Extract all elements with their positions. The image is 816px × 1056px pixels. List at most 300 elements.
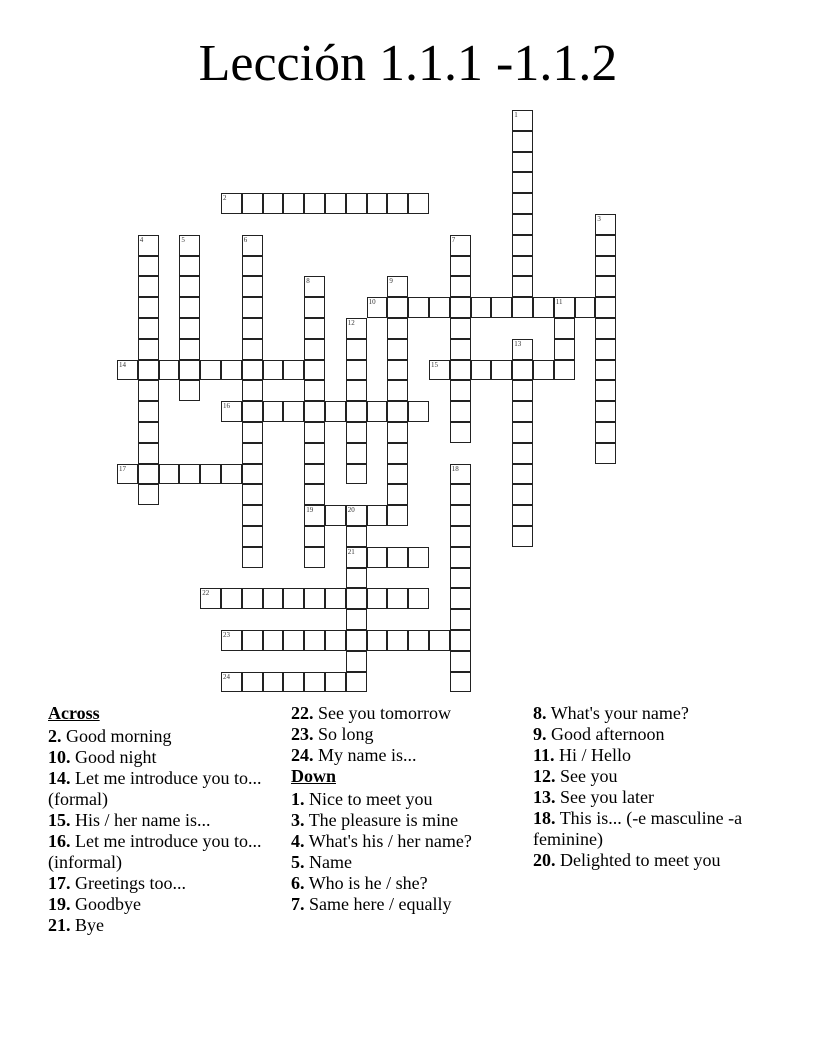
- grid-cell[interactable]: [346, 464, 367, 485]
- clue-across-2: [48, 726, 273, 747]
- grid-cell[interactable]: [450, 318, 471, 339]
- clue-text: Bye: [75, 915, 104, 935]
- grid-cell[interactable]: [242, 505, 263, 526]
- grid-cell[interactable]: [179, 464, 200, 485]
- grid-cell[interactable]: [450, 422, 471, 443]
- clue-across-14: [48, 768, 273, 810]
- clue-across-17: [48, 873, 273, 894]
- grid-cell[interactable]: [221, 464, 242, 485]
- grid-cell[interactable]: [512, 484, 533, 505]
- grid-cell[interactable]: [304, 193, 325, 214]
- grid-cell[interactable]: [346, 318, 367, 339]
- grid-cell[interactable]: [200, 588, 221, 609]
- grid-cell[interactable]: [138, 443, 159, 464]
- clue-text: Nice to meet you: [309, 789, 433, 809]
- grid-cell[interactable]: [387, 297, 408, 318]
- grid-cell[interactable]: [179, 380, 200, 401]
- grid-cell[interactable]: [325, 630, 346, 651]
- cell-number: 10: [368, 298, 376, 307]
- grid-cell[interactable]: [387, 193, 408, 214]
- grid-cell[interactable]: [575, 297, 596, 318]
- grid-cell[interactable]: [450, 588, 471, 609]
- grid-cell[interactable]: [450, 568, 471, 589]
- clue-number: 10.: [48, 747, 71, 767]
- grid-cell[interactable]: [512, 526, 533, 547]
- grid-cell[interactable]: [242, 235, 263, 256]
- grid-cell[interactable]: [346, 422, 367, 443]
- grid-cell[interactable]: [325, 193, 346, 214]
- grid-cell[interactable]: [595, 256, 616, 277]
- grid-cell[interactable]: [283, 360, 304, 381]
- grid-cell[interactable]: [512, 422, 533, 443]
- grid-cell[interactable]: [512, 464, 533, 485]
- clue-down-20: [533, 850, 758, 871]
- clue-text: So long: [318, 724, 374, 744]
- clue-across-16: [48, 831, 273, 873]
- clue-text: His / her name is...: [75, 810, 211, 830]
- grid-cell[interactable]: [554, 339, 575, 360]
- grid-cell[interactable]: [263, 630, 284, 651]
- grid-cell[interactable]: [304, 505, 325, 526]
- grid-cell[interactable]: [304, 547, 325, 568]
- clues-column-3: [533, 703, 758, 871]
- grid-cell[interactable]: [221, 360, 242, 381]
- grid-cell[interactable]: [242, 672, 263, 693]
- clue-across-15: [48, 810, 273, 831]
- clue-text: See you: [560, 766, 618, 786]
- grid-cell[interactable]: [595, 339, 616, 360]
- grid-cell[interactable]: [595, 380, 616, 401]
- cell-number: 23: [223, 631, 230, 639]
- grid-cell[interactable]: [450, 380, 471, 401]
- grid-cell[interactable]: [179, 339, 200, 360]
- clue-text: Good afternoon: [551, 724, 665, 744]
- grid-cell[interactable]: [138, 464, 159, 485]
- grid-cell[interactable]: [450, 235, 471, 256]
- grid-cell[interactable]: [471, 297, 492, 318]
- grid-cell[interactable]: [159, 464, 180, 485]
- grid-cell[interactable]: [367, 193, 388, 214]
- clue-down-4: [291, 831, 516, 852]
- clue-down-11: [533, 745, 758, 766]
- clue-across-10: [48, 747, 273, 768]
- cell-number: 20: [347, 506, 355, 515]
- grid-cell[interactable]: [138, 256, 159, 277]
- grid-cell[interactable]: [283, 630, 304, 651]
- grid-cell[interactable]: [595, 401, 616, 422]
- grid-cell[interactable]: [408, 401, 429, 422]
- grid-cell[interactable]: [263, 401, 284, 422]
- grid-cell[interactable]: [138, 318, 159, 339]
- grid-cell[interactable]: [367, 401, 388, 422]
- grid-cell[interactable]: [387, 401, 408, 422]
- grid-cell[interactable]: [117, 464, 138, 485]
- grid-cell[interactable]: [179, 276, 200, 297]
- grid-cell[interactable]: [242, 526, 263, 547]
- grid-cell[interactable]: [512, 276, 533, 297]
- grid-cell[interactable]: [242, 547, 263, 568]
- grid-cell[interactable]: [242, 588, 263, 609]
- cell-number: 15: [431, 360, 438, 369]
- grid-cell[interactable]: [512, 339, 533, 360]
- grid-cell[interactable]: [138, 297, 159, 318]
- grid-cell[interactable]: [387, 360, 408, 381]
- grid-cell[interactable]: [512, 235, 533, 256]
- clue-across-24: [291, 745, 516, 766]
- clue-down-5: [291, 852, 516, 873]
- grid-cell[interactable]: [221, 672, 242, 693]
- clue-number: 12.: [533, 766, 556, 786]
- grid-cell[interactable]: [408, 588, 429, 609]
- clue-number: 24.: [291, 745, 314, 765]
- clue-number: 20.: [533, 850, 556, 870]
- clue-text: Goodbye: [75, 894, 141, 914]
- cell-number: 18: [451, 464, 459, 473]
- grid-cell[interactable]: [304, 401, 325, 422]
- grid-cell[interactable]: [304, 443, 325, 464]
- grid-cell[interactable]: [263, 193, 284, 214]
- grid-cell[interactable]: [283, 401, 304, 422]
- clue-text: What's his / her name?: [308, 831, 472, 851]
- grid-cell[interactable]: [179, 235, 200, 256]
- cell-number: 1: [514, 111, 518, 119]
- grid-cell[interactable]: [283, 672, 304, 693]
- clue-across-21: [48, 915, 273, 936]
- grid-cell[interactable]: [221, 193, 242, 214]
- grid-cell[interactable]: [346, 401, 367, 422]
- grid-cell[interactable]: [387, 339, 408, 360]
- grid-cell[interactable]: [346, 526, 367, 547]
- clue-text: Let me introduce you to... (formal): [48, 768, 262, 809]
- grid-cell[interactable]: [450, 297, 471, 318]
- down-header: Down: [291, 766, 337, 786]
- grid-cell[interactable]: [242, 256, 263, 277]
- clue-text: Hi / Hello: [559, 745, 632, 765]
- grid-cell[interactable]: [512, 152, 533, 173]
- grid-cell[interactable]: [346, 568, 367, 589]
- clue-number: 21.: [48, 915, 71, 935]
- cell-number: 5: [181, 235, 185, 244]
- grid-cell[interactable]: [595, 443, 616, 464]
- grid-cell[interactable]: [242, 297, 263, 318]
- grid-cell[interactable]: [138, 235, 159, 256]
- clue-number: 18.: [533, 808, 556, 828]
- grid-cell[interactable]: [429, 297, 450, 318]
- clue-number: 13.: [533, 787, 556, 807]
- across-header: Across: [48, 703, 100, 723]
- grid-cell[interactable]: [450, 484, 471, 505]
- clue-number: 6.: [291, 873, 305, 893]
- clue-text: Greetings too...: [75, 873, 186, 893]
- grid-cell[interactable]: [346, 505, 367, 526]
- grid-cell[interactable]: [304, 360, 325, 381]
- clue-text: What's your name?: [550, 703, 689, 723]
- clue-text: Good morning: [66, 726, 172, 746]
- cell-number: 17: [119, 464, 126, 473]
- grid-cell[interactable]: [263, 672, 284, 693]
- clue-text: Name: [309, 852, 352, 872]
- grid-cell[interactable]: [554, 318, 575, 339]
- clue-text: This is... (-e masculine -a feminine): [533, 808, 743, 849]
- grid-cell[interactable]: [242, 318, 263, 339]
- grid-cell[interactable]: [138, 360, 159, 381]
- clue-down-3: [291, 810, 516, 831]
- grid-cell[interactable]: [367, 588, 388, 609]
- clue-across-19: [48, 894, 273, 915]
- grid-cell[interactable]: [304, 464, 325, 485]
- grid-cell[interactable]: [387, 484, 408, 505]
- grid-cell[interactable]: [595, 214, 616, 235]
- grid-cell[interactable]: [304, 339, 325, 360]
- grid-cell[interactable]: [346, 380, 367, 401]
- clue-number: 2.: [48, 726, 62, 746]
- grid-cell[interactable]: [304, 630, 325, 651]
- grid-cell[interactable]: [242, 380, 263, 401]
- grid-cell[interactable]: [179, 318, 200, 339]
- cell-number: 9: [389, 277, 393, 286]
- grid-cell[interactable]: [242, 422, 263, 443]
- clue-text: My name is...: [318, 745, 417, 765]
- cell-number: 21: [347, 547, 355, 556]
- grid-cell[interactable]: [450, 651, 471, 672]
- grid-cell[interactable]: [367, 297, 388, 318]
- clue-text: The pleasure is mine: [308, 810, 459, 830]
- grid-cell[interactable]: [221, 401, 242, 422]
- grid-cell[interactable]: [242, 339, 263, 360]
- grid-cell[interactable]: [325, 505, 346, 526]
- clue-text: Who is he / she?: [308, 873, 428, 893]
- grid-cell[interactable]: [533, 360, 554, 381]
- cell-number: 3: [597, 215, 601, 223]
- clue-down-12: [533, 766, 758, 787]
- cell-number: 19: [306, 506, 314, 515]
- grid-cell[interactable]: [450, 360, 471, 381]
- grid-cell[interactable]: [304, 297, 325, 318]
- grid-cell[interactable]: [283, 193, 304, 214]
- grid-cell[interactable]: [242, 193, 263, 214]
- grid-cell[interactable]: [242, 464, 263, 485]
- grid-cell[interactable]: [304, 318, 325, 339]
- clue-number: 1.: [291, 789, 305, 809]
- grid-cell[interactable]: [450, 339, 471, 360]
- grid-cell[interactable]: [179, 297, 200, 318]
- grid-cell[interactable]: [221, 588, 242, 609]
- grid-cell[interactable]: [387, 505, 408, 526]
- grid-cell[interactable]: [346, 339, 367, 360]
- grid-cell[interactable]: [346, 193, 367, 214]
- grid-cell[interactable]: [387, 547, 408, 568]
- grid-cell[interactable]: [450, 526, 471, 547]
- grid-cell[interactable]: [450, 547, 471, 568]
- grid-cell[interactable]: [138, 422, 159, 443]
- grid-cell[interactable]: [346, 630, 367, 651]
- grid-cell[interactable]: [138, 401, 159, 422]
- grid-cell[interactable]: [595, 276, 616, 297]
- cell-number: 7: [451, 235, 456, 244]
- clue-number: 17.: [48, 873, 71, 893]
- grid-cell[interactable]: [512, 193, 533, 214]
- grid-cell[interactable]: [138, 484, 159, 505]
- grid-cell[interactable]: [304, 380, 325, 401]
- clue-down-1: [291, 789, 516, 810]
- grid-cell[interactable]: [491, 297, 512, 318]
- clue-number: 5.: [291, 852, 305, 872]
- grid-cell[interactable]: [595, 422, 616, 443]
- grid-cell[interactable]: [387, 276, 408, 297]
- cell-number: 16: [223, 402, 230, 411]
- cell-number: 8: [306, 277, 310, 286]
- grid-cell[interactable]: [346, 360, 367, 381]
- grid-cell[interactable]: [533, 297, 554, 318]
- grid-cell[interactable]: [138, 339, 159, 360]
- grid-cell[interactable]: [512, 505, 533, 526]
- grid-cell[interactable]: [367, 547, 388, 568]
- cell-number: 14: [119, 360, 126, 369]
- grid-cell[interactable]: [138, 380, 159, 401]
- cell-number: 24: [223, 672, 230, 681]
- grid-cell[interactable]: [512, 214, 533, 235]
- grid-cell[interactable]: [387, 443, 408, 464]
- clue-down-6: [291, 873, 516, 894]
- grid-cell[interactable]: [512, 360, 533, 381]
- grid-cell[interactable]: [179, 360, 200, 381]
- grid-cell[interactable]: [367, 505, 388, 526]
- grid-cell[interactable]: [554, 297, 575, 318]
- grid-cell[interactable]: [450, 276, 471, 297]
- clue-number: 15.: [48, 810, 71, 830]
- grid-cell[interactable]: [242, 443, 263, 464]
- grid-cell[interactable]: [387, 464, 408, 485]
- grid-cell[interactable]: [387, 422, 408, 443]
- grid-cell[interactable]: [512, 110, 533, 131]
- grid-cell[interactable]: [159, 360, 180, 381]
- grid-cell[interactable]: [429, 630, 450, 651]
- clue-text: See you later: [560, 787, 654, 807]
- grid-cell[interactable]: [450, 630, 471, 651]
- clue-text: Delighted to meet you: [560, 850, 721, 870]
- grid-cell[interactable]: [179, 256, 200, 277]
- grid-cell[interactable]: [450, 256, 471, 277]
- clue-down-9: [533, 724, 758, 745]
- clue-number: 16.: [48, 831, 71, 851]
- grid-cell[interactable]: [304, 422, 325, 443]
- grid-cell[interactable]: [325, 401, 346, 422]
- grid-cell[interactable]: [325, 588, 346, 609]
- cell-number: 12: [347, 319, 355, 327]
- clue-number: 7.: [291, 894, 305, 914]
- grid-cell[interactable]: [367, 630, 388, 651]
- grid-cell[interactable]: [408, 547, 429, 568]
- cell-number: 11: [555, 298, 563, 307]
- grid-cell[interactable]: [325, 672, 346, 693]
- grid-cell[interactable]: [595, 318, 616, 339]
- grid-cell[interactable]: [471, 360, 492, 381]
- grid-cell[interactable]: [283, 588, 304, 609]
- grid-cell[interactable]: [138, 276, 159, 297]
- grid-cell[interactable]: [387, 380, 408, 401]
- grid-cell[interactable]: [595, 297, 616, 318]
- clue-text: Same here / equally: [309, 894, 452, 914]
- grid-cell[interactable]: [304, 526, 325, 547]
- grid-cell[interactable]: [304, 276, 325, 297]
- cell-number: 4: [139, 235, 144, 244]
- clue-number: 22.: [291, 703, 314, 723]
- grid-cell[interactable]: [595, 360, 616, 381]
- grid-cell[interactable]: [242, 276, 263, 297]
- grid-cell[interactable]: [408, 297, 429, 318]
- grid-cell[interactable]: [512, 297, 533, 318]
- clue-down-7: [291, 894, 516, 915]
- grid-cell[interactable]: [242, 630, 263, 651]
- grid-cell[interactable]: [221, 630, 242, 651]
- grid-cell[interactable]: [450, 401, 471, 422]
- grid-cell[interactable]: [512, 256, 533, 277]
- grid-cell[interactable]: [200, 360, 221, 381]
- grid-cell[interactable]: [512, 172, 533, 193]
- grid-cell[interactable]: [450, 609, 471, 630]
- cell-number: 13: [514, 339, 522, 348]
- grid-cell[interactable]: [242, 360, 263, 381]
- grid-cell[interactable]: [387, 588, 408, 609]
- cell-number: 6: [243, 235, 248, 244]
- grid-cell[interactable]: [408, 193, 429, 214]
- puzzle-title: Lección 1.1.1 -1.1.2: [198, 35, 618, 92]
- clue-number: 23.: [291, 724, 314, 744]
- grid-cell[interactable]: [346, 609, 367, 630]
- grid-cell[interactable]: [512, 401, 533, 422]
- grid-cell[interactable]: [304, 672, 325, 693]
- grid-cell[interactable]: [117, 360, 138, 381]
- clue-number: 4.: [291, 831, 305, 851]
- grid-cell[interactable]: [450, 672, 471, 693]
- grid-cell[interactable]: [346, 672, 367, 693]
- clue-text: Good night: [75, 747, 157, 767]
- grid-cell[interactable]: [512, 443, 533, 464]
- grid-cell[interactable]: [387, 630, 408, 651]
- grid-cell[interactable]: [242, 484, 263, 505]
- grid-cell[interactable]: [429, 360, 450, 381]
- grid-cell[interactable]: [346, 588, 367, 609]
- grid-cell[interactable]: [200, 464, 221, 485]
- cell-number: 22: [202, 589, 210, 598]
- grid-cell[interactable]: [242, 401, 263, 422]
- clues-column-1: [48, 703, 273, 936]
- grid-cell[interactable]: [346, 547, 367, 568]
- grid-cell[interactable]: [304, 484, 325, 505]
- clue-number: 9.: [533, 724, 547, 744]
- grid-cell[interactable]: [595, 235, 616, 256]
- grid-cell[interactable]: [512, 131, 533, 152]
- grid-cell[interactable]: [554, 360, 575, 381]
- clue-down-8: [533, 703, 758, 724]
- clue-text: See you tomorrow: [318, 703, 451, 723]
- grid-cell[interactable]: [346, 443, 367, 464]
- grid-cell[interactable]: [450, 464, 471, 485]
- grid-cell[interactable]: [491, 360, 512, 381]
- grid-cell[interactable]: [512, 380, 533, 401]
- grid-cell[interactable]: [263, 588, 284, 609]
- grid-cell[interactable]: [450, 505, 471, 526]
- grid-cell[interactable]: [408, 630, 429, 651]
- clue-text: Let me introduce you to... (informal): [48, 831, 262, 872]
- clue-across-23: [291, 724, 516, 745]
- grid-cell[interactable]: [387, 318, 408, 339]
- grid-cell[interactable]: [346, 651, 367, 672]
- cell-number: 2: [223, 194, 227, 203]
- grid-cell[interactable]: [304, 588, 325, 609]
- grid-cell[interactable]: [263, 360, 284, 381]
- clue-down-13: [533, 787, 758, 808]
